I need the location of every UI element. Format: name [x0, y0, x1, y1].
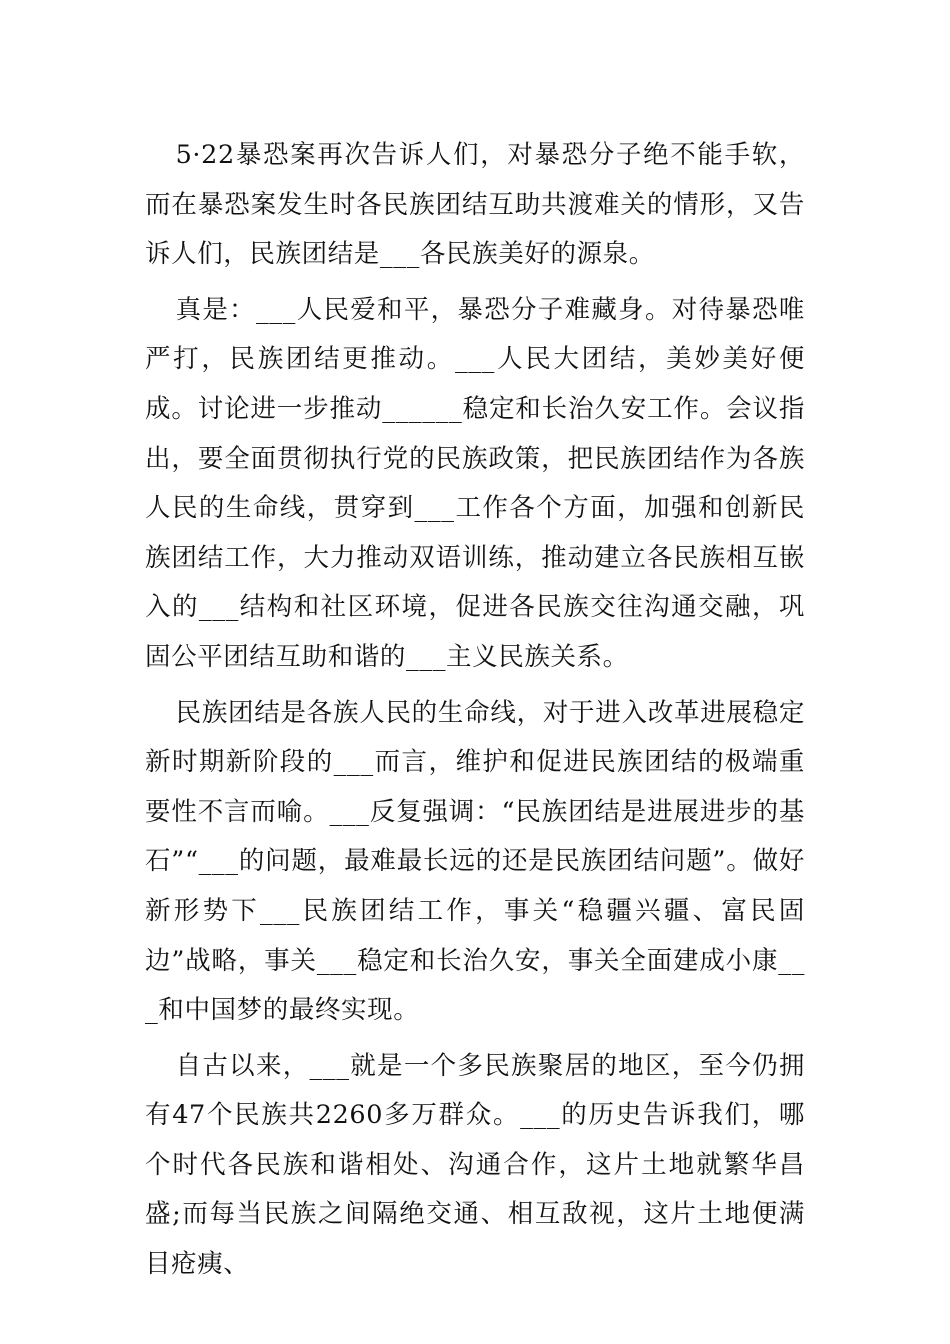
document-body — [145, 131, 805, 1296]
paragraph-3: 民族团结是各族人民的生命线，对于进入改革进展稳定新时期新阶段的___而言，维护和促进民族团结的极端重要性不言而喻。___反复强调：“民族团结是进展进步的基石”“___的问题，最难最长远的还是民族团结问题”。做好新形势下___民族团结工作，事关“稳疆兴疆、富民固边”战略，事关___稳定和长治久安，事关全面建成小康___和中国梦的最终实现。 — [145, 697, 805, 1026]
paragraph-1: 5·22暴恐案再次告诉人们，对暴恐分子绝不能手软，而在暴恐案发生时各民族团结互助共渡难关的情形，又告诉人们，民族团结是___各民族美好的源泉。 — [145, 140, 805, 270]
paragraph-4: 自古以来，___就是一个多民族聚居的地区，至今仍拥有47个民族共2260多万群众。___的历史告诉我们，哪个时代各民族和谐相处、沟通合作，这片土地就繁华昌盛;而每当民族之间隔绝交通、相互敌视，这片土地便满目疮痍、 — [145, 1050, 805, 1280]
paragraph-2: 真是：___人民爱和平，暴恐分子难藏身。对待暴恐唯严打，民族团结更推动。___人民大团结，美妙美好便成。讨论进一步推动______稳定和长治久安工作。会议指出，要全面贯彻执行党的民族政策，把民族团结作为各族人民的生命线，贯穿到___工作各个方面，加强和创新民族团结工作，大力推动双语训练，推动建立各民族相互嵌入的___结构和社区环境，促进各民族交往沟通交融，巩固公平团结互助和谐的___主义民族关系。 — [145, 294, 805, 672]
